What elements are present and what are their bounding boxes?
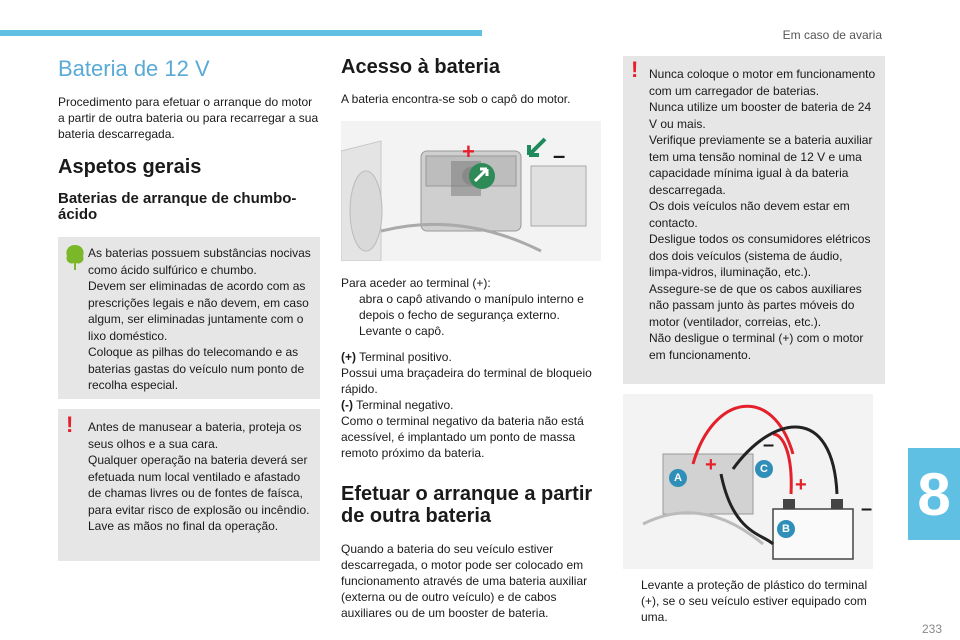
warn-line-3: Lave as mãos no final da operação. bbox=[88, 519, 279, 533]
efetuar-text: Quando a bateria do seu veículo estiver descarregada, o motor pode ser colocado em funcionamento através de uma bateria auxiliar (externa ou de outro veículo) e de cabos auxiliares ou de um booster de bateria. bbox=[341, 542, 588, 620]
negative-label: (-) bbox=[341, 398, 353, 412]
section-label: Em caso de avaria bbox=[782, 28, 882, 42]
positive-desc: Possui uma braçadeira do terminal de bloqueio rápido. bbox=[341, 366, 592, 396]
positive-label: (+) bbox=[341, 350, 356, 364]
warn3-line-3: Verifique previamente se a bateria auxiliar tem uma tensão nominal de 12 V e uma capacidade mínima igual à da bateria descarregada. bbox=[649, 133, 873, 197]
chapter-tab: 8 bbox=[908, 448, 960, 540]
heading-aspetos-gerais: Aspetos gerais bbox=[58, 156, 202, 178]
negative-desc: Como o terminal negativo da bateria não está acessível, é implantado um ponto de massa remoto próximo da bateria. bbox=[341, 414, 584, 460]
warn-line-1: Antes de manusear a bateria, proteja os seus olhos e a sua cara. bbox=[88, 420, 302, 451]
warn3-line-2: Nunca utilize um booster de bateria de 24 V ou mais. bbox=[649, 100, 872, 131]
jump-start-drawing bbox=[623, 394, 873, 569]
column-3 bbox=[623, 56, 885, 625]
acesso-text: A bateria encontra-se sob o capô do motor. bbox=[341, 92, 571, 106]
eco-line-3: Coloque as pilhas do telecomando e as baterias gastas do veículo num ponto de recolha especial. bbox=[88, 345, 305, 392]
warning-box-booster bbox=[623, 56, 885, 384]
warn3-line-4: Os dois veículos não devem estar em contacto. bbox=[649, 199, 850, 230]
header-accent-bar bbox=[0, 30, 482, 36]
marker-c: C bbox=[755, 460, 773, 478]
warn-line-2: Qualquer operação na bateria deverá ser efetuada num local ventilado e afastado de chamas livres ou de fontes de faísca, para evitar risco de explosão ou incêndio. bbox=[88, 453, 310, 517]
plus-symbol-aux: + bbox=[795, 474, 807, 496]
aceder-bullet-2: Levante o capô. bbox=[359, 324, 445, 338]
warn3-line-7: Não desligue o terminal (+) com o motor em funcionamento. bbox=[649, 331, 864, 362]
heading-acesso-bateria: Acesso à bateria bbox=[341, 56, 500, 78]
terminal-arrow-icon bbox=[467, 161, 497, 191]
minus-symbol-aux: – bbox=[861, 498, 873, 520]
minus-symbol-vehicle: – bbox=[763, 434, 775, 456]
minus-symbol: – bbox=[553, 143, 566, 168]
positive-text: Terminal positivo. bbox=[356, 350, 452, 364]
warning-exclamation-icon: ! bbox=[66, 412, 74, 437]
eco-line-1: As baterias possuem substâncias nocivas como ácido sulfúrico e chumbo. bbox=[88, 246, 311, 277]
warn3-line-6: Assegure-se de que os cabos auxiliares não passam junto às partes móveis do motor (ventilador, correias, etc.). bbox=[649, 281, 862, 329]
jump-start-illustration bbox=[623, 394, 873, 569]
heading-baterias-chumbo: Baterias de arranque de chumbo-ácido bbox=[58, 190, 297, 223]
negative-text: Terminal negativo. bbox=[353, 398, 454, 412]
final-bullet: Levante a proteção de plástico do terminal (+), se o seu veículo estiver equipado com uma. bbox=[641, 578, 868, 624]
warning-box-safety bbox=[58, 409, 320, 561]
warning-exclamation-icon: ! bbox=[631, 57, 639, 82]
heading-efetuar-arranque: Efetuar o arranque a partir de outra bateria bbox=[341, 483, 593, 527]
eco-line-2: Devem ser eliminadas de acordo com as prescrições legais e não devem, em caso algum, ser eliminadas juntamente com o lixo doméstico. bbox=[88, 279, 309, 343]
marker-b: B bbox=[777, 520, 795, 538]
environment-tree-icon bbox=[64, 243, 86, 271]
aceder-intro: Para aceder ao terminal (+): bbox=[341, 276, 491, 290]
column-1 bbox=[58, 56, 320, 561]
column-2 bbox=[341, 56, 601, 621]
aceder-bullet-1: abra o capô ativando o manípulo interno e depois o fecho de segurança externo. bbox=[359, 292, 584, 322]
marker-a: A bbox=[669, 469, 687, 487]
plus-symbol-vehicle: + bbox=[705, 454, 717, 476]
environment-note-box bbox=[58, 237, 320, 399]
page-title: Bateria de 12 V bbox=[58, 56, 210, 81]
warn3-line-5: Desligue todos os consumidores elétricos dos dois veículos (sistema de áudio, limpa-vidros, iluminação, etc.). bbox=[649, 232, 871, 279]
ground-point-arrow-icon bbox=[519, 135, 549, 165]
page-number: 233 bbox=[921, 622, 942, 636]
plus-symbol-red: + bbox=[462, 139, 475, 164]
intro-text: Procedimento para efetuar o arranque do motor a partir de outra bateria ou para recarregar a sua bateria descarregada. bbox=[58, 95, 319, 141]
battery-access-illustration bbox=[341, 121, 601, 261]
warn3-line-1: Nunca coloque o motor em funcionamento com um carregador de baterias. bbox=[649, 67, 876, 98]
